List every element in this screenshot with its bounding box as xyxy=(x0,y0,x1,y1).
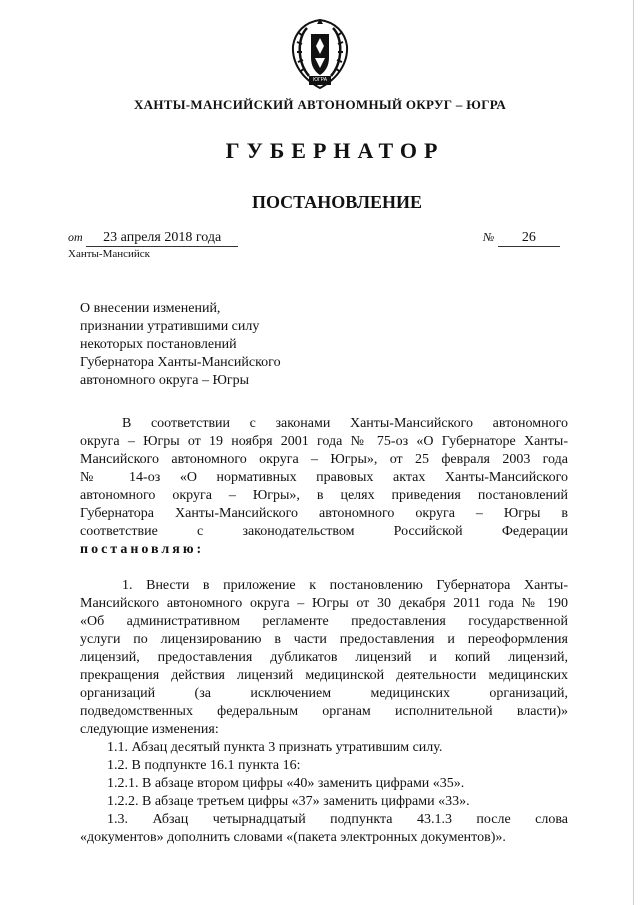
preamble-line: Губернатора Ханты-Мансийского автономного округа – Югры в xyxy=(80,506,568,521)
preamble-line: округа – Югры от 19 ноября 2001 года № 75-оз «О Губернаторе Ханты- xyxy=(80,434,568,449)
document-type: ПОСТАНОВЛЕНИЕ xyxy=(251,192,423,212)
sub-item: 1.2.2. В абзаце третьем цифры «37» заменить цифрами «33». xyxy=(107,794,470,809)
document-date: 23 апреля 2018 года xyxy=(86,230,238,247)
item-line: 1. Внести в приложение к постановлению Губернатора Ханты- xyxy=(122,578,568,593)
subject-line: признании утратившими силу xyxy=(80,319,260,334)
item-line: подведомственных федеральным органам исполнительной власти)» xyxy=(80,704,568,719)
subject-line: автономного округа – Югры xyxy=(80,373,249,388)
date-prefix: от xyxy=(68,230,83,244)
item-line: организаций (за исключением медицинских организаций, xyxy=(80,686,568,701)
subject-block xyxy=(80,300,281,390)
preamble-line: В соответствии с законами Ханты-Мансийского автономного xyxy=(122,416,568,431)
decree-word: постановляю: xyxy=(80,542,205,557)
item-line: следующие изменения: xyxy=(80,722,219,737)
city: Ханты-Мансийск xyxy=(68,248,151,260)
item-line: Мансийского автономного округа – Югры от 30 декабря 2011 года № 190 xyxy=(80,596,568,611)
preamble-line: автономного округа – Югры», в целях приведения постановлений xyxy=(80,488,568,503)
number-line xyxy=(483,230,560,247)
sub-item: 1.2.1. В абзаце втором цифры «40» заменить цифрами «35». xyxy=(107,776,465,791)
authority-title: ГУБЕРНАТОР xyxy=(225,138,445,163)
preamble-line: № 14-оз «О нормативных правовых актах Ханты-Мансийского xyxy=(80,470,568,485)
date-line xyxy=(68,230,238,247)
item-line: прекращения действия лицензий медицинской деятельности медицинских xyxy=(80,668,568,683)
subject-line: О внесении изменений, xyxy=(80,301,221,316)
subject-line: Губернатора Ханты-Мансийского xyxy=(80,355,281,370)
document-number: 26 xyxy=(498,230,560,247)
sub-item: 1.1. Абзац десятый пункта 3 признать утратившим силу. xyxy=(107,740,443,755)
region-title: ХАНТЫ-МАНСИЙСКИЙ АВТОНОМНЫЙ ОКРУГ – ЮГРА xyxy=(133,97,507,112)
sub-item: 1.3. Абзац четырнадцатый подпункта 43.1.3 после слова xyxy=(107,812,568,827)
sub-item: «документов» дополнить словами «(пакета электронных документов)». xyxy=(80,830,506,845)
number-prefix: № xyxy=(483,230,495,244)
subject-line: некоторых постановлений xyxy=(80,337,237,352)
preamble xyxy=(80,415,568,559)
scan-edge xyxy=(633,0,634,905)
preamble-line: соответствие с законодательством Российской Федерации xyxy=(80,524,568,539)
item-1 xyxy=(80,577,568,847)
item-line: лицензий, предоставления дубликатов лицензий и копий лицензий, xyxy=(80,650,568,665)
item-line: «Об административном регламенте предоставления государственной xyxy=(80,614,568,629)
crest-lettering: ЮГРА xyxy=(312,77,328,83)
item-line: услуги по лицензированию в части предоставления и переоформления xyxy=(80,632,568,647)
sub-item: 1.2. В подпункте 16.1 пункта 16: xyxy=(107,758,301,773)
preamble-line: Мансийского автономного округа – Югры», от 25 февраля 2003 года xyxy=(80,452,568,467)
